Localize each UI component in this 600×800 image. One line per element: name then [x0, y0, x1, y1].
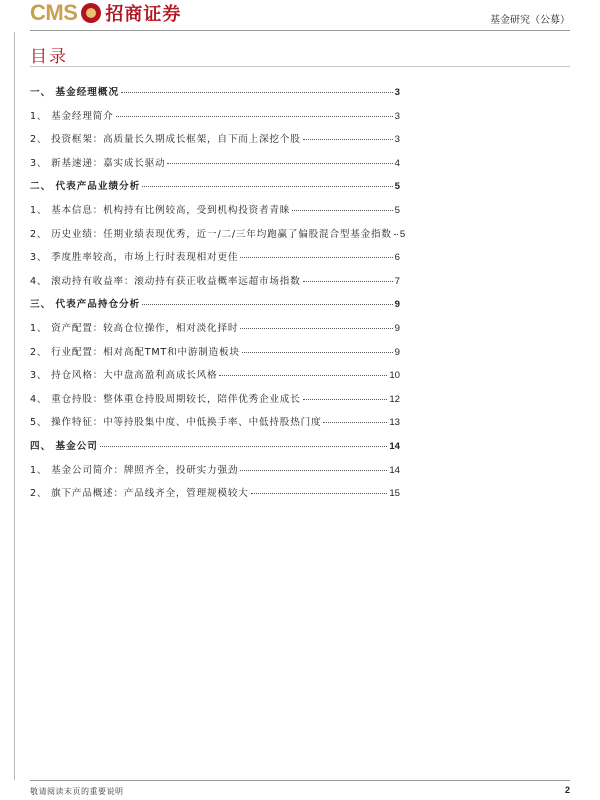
- toc-entry-label: 4、 滚动持有收益率：滚动持有获正收益概率远超市场指数: [30, 275, 301, 287]
- toc-entry-page: 3: [394, 134, 400, 146]
- toc-entry-label: 3、 季度胜率较高，市场上行时表现相对更佳: [30, 252, 239, 264]
- toc-entry-label: 2、 投资框架：高质量长久期成长框架，自下而上深挖个股: [30, 134, 301, 146]
- toc-entry-label: 一、 基金经理概况: [30, 87, 120, 98]
- toc-leader-dots: [219, 375, 387, 376]
- toc-entry-label: 5、 操作特征：中等持股集中度、中低换手率、中低持股热门度: [30, 417, 322, 429]
- toc-entry-page: 6: [394, 252, 400, 264]
- toc-entry[interactable]: [30, 202, 400, 226]
- toc-entry-label: 1、 基金经理简介: [30, 110, 114, 122]
- toc-entry-label: 4、 重仓持股：整体重仓持股周期较长，陪伴优秀企业成长: [30, 393, 301, 405]
- toc-leader-dots: [167, 163, 392, 164]
- table-of-contents: [30, 84, 406, 509]
- toc-entry[interactable]: [30, 485, 400, 509]
- toc-leader-dots: [142, 304, 392, 305]
- toc-entry-label: 三、 代表产品持仓分析: [30, 299, 141, 311]
- toc-leader-dots: [240, 257, 392, 258]
- toc-entry-page: 5: [399, 228, 406, 240]
- toc-entry-label: 1、 基金公司简介：牌照齐全，投研实力强劲: [30, 464, 239, 476]
- toc-entry[interactable]: [30, 155, 400, 179]
- toc-entry[interactable]: [30, 296, 400, 320]
- toc-entry-label: 1、 基本信息：机构持有比例较高，受到机构投资者青睐: [30, 204, 291, 216]
- toc-leader-dots: [303, 399, 388, 400]
- footer-divider: [30, 780, 570, 781]
- toc-leader-dots: [142, 186, 392, 187]
- report-type: 基金研究（公募）: [490, 15, 570, 26]
- toc-entry-page: 10: [389, 370, 400, 382]
- page-title: 目录: [30, 47, 68, 67]
- logo-chinese-text: 招商证券: [105, 4, 182, 25]
- title-divider: [30, 66, 570, 67]
- toc-entry-label: 3、 新基速递：嘉实成长驱动: [30, 157, 166, 169]
- toc-leader-dots: [394, 234, 398, 235]
- toc-entry-page: 5: [394, 181, 400, 193]
- toc-entry-page: 13: [389, 417, 400, 429]
- toc-entry-page: 3: [394, 110, 400, 122]
- toc-leader-dots: [303, 281, 393, 282]
- toc-entry[interactable]: [30, 84, 400, 108]
- toc-leader-dots: [292, 210, 392, 211]
- toc-leader-dots: [242, 352, 393, 353]
- toc-leader-dots: [251, 493, 388, 494]
- toc-entry-page: 15: [389, 488, 400, 500]
- toc-entry[interactable]: [30, 438, 400, 462]
- toc-entry-page: 14: [389, 464, 400, 476]
- toc-leader-dots: [116, 116, 393, 117]
- toc-entry-label: 2、 历史业绩：任期业绩表现优秀，近一/二/三年均跑赢了偏股混合型基金指数: [30, 228, 392, 240]
- toc-entry-label: 3、 持仓风格：大中盘高盈利高成长风格: [30, 370, 218, 382]
- toc-entry-page: 9: [394, 346, 400, 358]
- toc-entry[interactable]: [30, 249, 400, 273]
- toc-entry[interactable]: [30, 391, 400, 415]
- toc-leader-dots: [121, 92, 393, 93]
- toc-entry-page: 4: [394, 157, 400, 169]
- toc-entry-page: 14: [389, 440, 400, 452]
- page-number: 2: [564, 785, 570, 795]
- toc-entry[interactable]: [30, 414, 400, 438]
- toc-entry[interactable]: [30, 344, 400, 368]
- toc-leader-dots: [323, 422, 387, 423]
- header-divider: [30, 30, 570, 31]
- toc-entry[interactable]: [30, 178, 400, 202]
- toc-leader-dots: [240, 328, 392, 329]
- toc-leader-dots: [100, 446, 387, 447]
- page-header: [30, 0, 570, 32]
- toc-entry-page: 9: [394, 299, 400, 311]
- toc-entry[interactable]: [30, 226, 406, 250]
- toc-entry-page: 7: [394, 275, 400, 287]
- toc-entry-label: 2、 旗下产品概述：产品线齐全，管理规模较大: [30, 488, 249, 500]
- logo-emblem-icon: [81, 3, 101, 23]
- toc-entry-page: 3: [394, 87, 400, 98]
- toc-entry[interactable]: [30, 273, 400, 297]
- toc-entry-label: 1、 资产配置：较高仓位操作，相对淡化择时: [30, 322, 239, 334]
- toc-entry-label: 二、 代表产品业绩分析: [30, 181, 141, 193]
- toc-entry-page: 5: [394, 204, 400, 216]
- toc-entry[interactable]: [30, 131, 400, 155]
- toc-leader-dots: [303, 139, 393, 140]
- toc-entry-page: 12: [389, 393, 400, 405]
- toc-entry[interactable]: [30, 367, 400, 391]
- toc-leader-dots: [240, 470, 387, 471]
- toc-entry[interactable]: [30, 108, 400, 132]
- toc-entry-page: 9: [394, 322, 400, 334]
- toc-entry[interactable]: [30, 320, 400, 344]
- toc-entry-label: 2、 行业配置：相对高配TMT和中游制造板块: [30, 346, 240, 358]
- company-logo: [30, 0, 181, 26]
- left-margin-line: [14, 32, 15, 780]
- footer-disclaimer: 敬请阅读末页的重要说明: [30, 787, 124, 796]
- logo-latin-text: CMS: [30, 0, 78, 25]
- toc-entry[interactable]: [30, 462, 400, 486]
- toc-entry-label: 四、 基金公司: [30, 440, 98, 452]
